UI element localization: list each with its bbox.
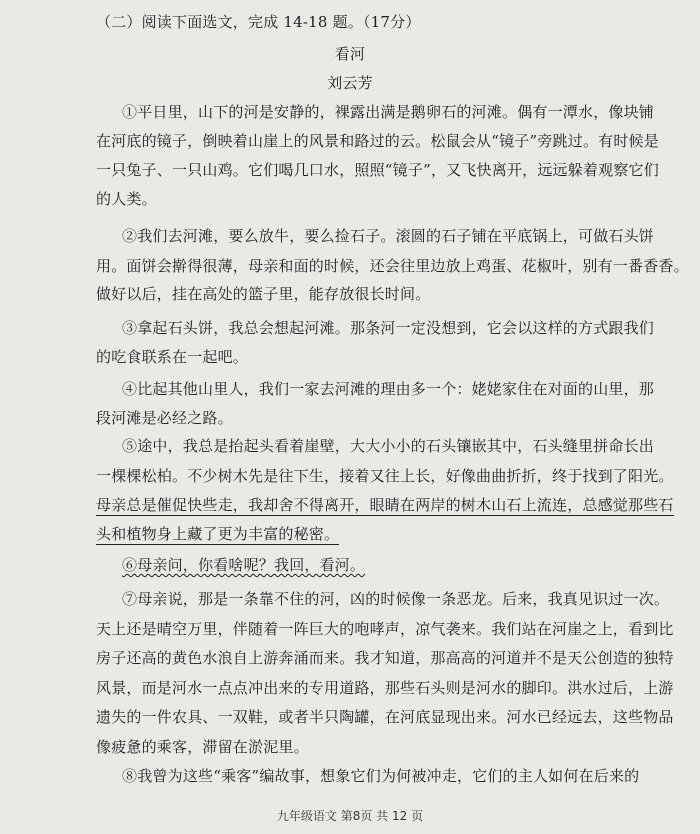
underlined-sentence	[96, 524, 608, 544]
paragraph-line: 一棵棵松柏。不少树木先是往下生，接着又往上长，好像曲曲折折，终于找到了阳光。	[96, 467, 674, 485]
paragraph-line: 做好以后，挂在高处的篮子里，能存放很长时间。	[96, 285, 431, 303]
article-author: 刘云芳	[327, 74, 373, 92]
underlined-sentence	[96, 495, 674, 515]
paragraph-line: 像疲惫的乘客，滞留在淤泥里。	[96, 738, 309, 756]
wavy-underlined-text: ⑥母亲问，你看啥呢？我回，看河。	[122, 556, 366, 574]
paragraph-line: 在河底的镜子，倒映着山崖上的风景和路过的云。松鼠会从“镜子”旁跳过。有时候是	[96, 132, 659, 150]
paragraph-line: 风景，而是河水一点点冲出来的专用道路，那些石头则是河水的脚印。洪水过后，上游	[96, 679, 674, 697]
paragraph-line: ①平日里，山下的河是安静的，裸露出满是鹅卵石的河滩。偶有一潭水，像块铺	[122, 103, 655, 121]
paragraph-line: ⑤途中，我总是抬起头看着崖壁，大大小小的石头镶嵌其中，石头缝里拼命长出	[122, 437, 655, 455]
paragraph-line: ⑧我曾为这些“乘客”编故事，想象它们为何被冲走，它们的主人如何在后来的	[122, 767, 640, 785]
page-footer: 九年级语文 第8页 共 12 页	[276, 809, 424, 823]
paragraph-line: ④比起其他山里人，我们一家去河滩的理由多一个：姥姥家住在对面的山里，那	[122, 380, 655, 398]
paragraph-line: ③拿起石头饼，我总会想起河滩。那条河一定没想到，它会以这样的方式跟我们	[122, 319, 655, 337]
paragraph-line: 的人类。	[96, 190, 157, 208]
section-heading: （二）阅读下面选文，完成 14-18 题。（17分）	[96, 13, 421, 31]
paragraph-line: 天上还是晴空万里，伴随着一阵巨大的咆哮声，凉气袭来。我们站在河崖之上，看到比	[96, 620, 674, 638]
wavy-underlined-sentence	[122, 555, 608, 575]
paragraph-line: ②我们去河滩，要么放牛，要么捡石子。滚圆的石子铺在平底锅上，可做石头饼	[122, 227, 655, 245]
paragraph-line: 房子还高的黄色水浪自上游奔涌而来。我才知道，那高高的河道并不是天公创造的独特	[96, 649, 674, 667]
paragraph-line: 的吃食联系在一起吧。	[96, 348, 249, 366]
paragraph-line: ⑦母亲说，那是一条靠不住的河，凶的时候像一条恶龙。后来，我真见识过一次。	[122, 590, 670, 608]
underlined-text: 母亲总是催促快些走，我却舍不得离开，眼睛在两岸的树木山石上流连，总感觉那些石	[96, 496, 674, 514]
paragraph-line: 遗失的一件农具、一双鞋，或者半只陶罐，在河底显现出来。河水已经远去，这些物品	[96, 708, 674, 726]
underlined-text: 头和植物身上藏了更为丰富的秘密。	[96, 525, 340, 543]
paragraph-line: 段河滩是必经之路。	[96, 409, 233, 427]
paragraph-line: 用。面饼会擀得很薄，母亲和面的时候，还会往里边放上鸡蛋、花椒叶，别有一番香香。	[96, 257, 689, 275]
article-title: 看河	[334, 45, 366, 63]
paragraph-line: 一只兔子、一只山鸡。它们喝几口水，照照“镜子”，又飞快离开，远远躲着观察它们	[96, 161, 659, 179]
